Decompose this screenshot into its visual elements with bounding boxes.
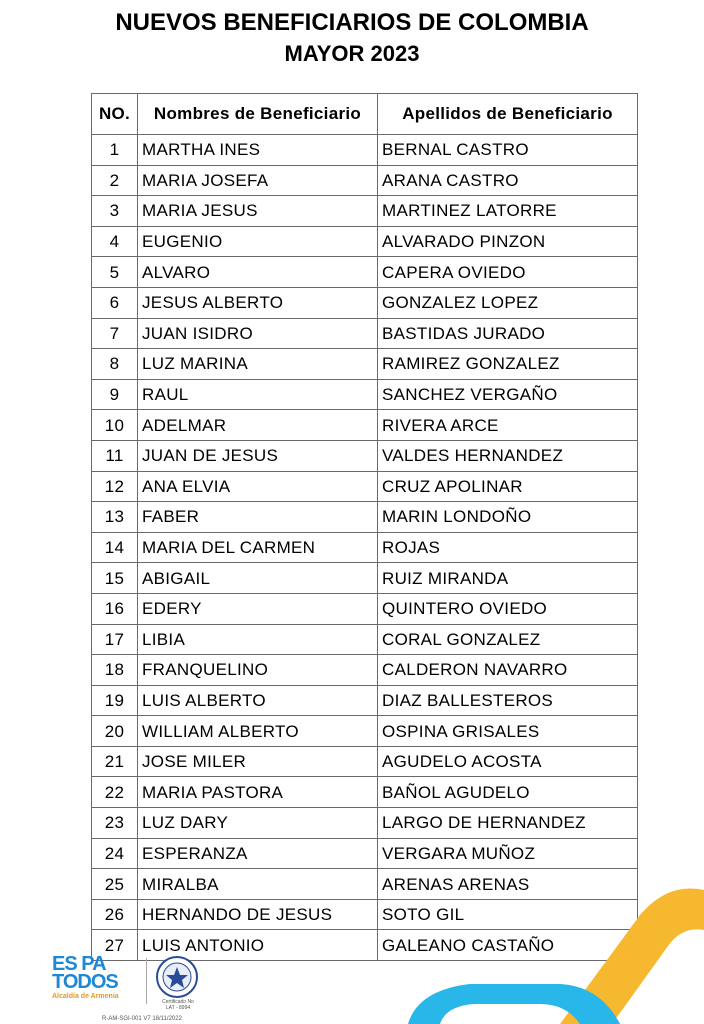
row-number: 2 — [92, 165, 138, 196]
beneficiary-names: FABER — [138, 502, 378, 533]
row-number: 4 — [92, 226, 138, 257]
row-number: 16 — [92, 593, 138, 624]
document-code: R-AM-SGI-001 V7 18/11/2022 — [102, 1016, 182, 1022]
row-number: 19 — [92, 685, 138, 716]
row-number: 26 — [92, 899, 138, 930]
beneficiary-names: RAUL — [138, 379, 378, 410]
logo-divider — [146, 958, 147, 1004]
row-number: 3 — [92, 196, 138, 227]
beneficiary-surnames: GONZALEZ LOPEZ — [378, 287, 638, 318]
beneficiary-surnames: VERGARA MUÑOZ — [378, 838, 638, 869]
row-number: 10 — [92, 410, 138, 441]
espa-todos-logo: ES PA TODOS Alcaldía de Armenia — [52, 953, 119, 1000]
beneficiary-names: HERNANDO DE JESUS — [138, 899, 378, 930]
beneficiary-surnames: AGUDELO ACOSTA — [378, 746, 638, 777]
certification-seal-icon — [154, 955, 200, 1001]
beneficiary-surnames: SOTO GIL — [378, 899, 638, 930]
beneficiary-surnames: QUINTERO OVIEDO — [378, 593, 638, 624]
page-title: NUEVOS BENEFICIARIOS DE COLOMBIA — [115, 9, 589, 36]
row-number: 1 — [92, 135, 138, 166]
row-number: 6 — [92, 287, 138, 318]
row-number: 24 — [92, 838, 138, 869]
row-number: 15 — [92, 563, 138, 594]
row-number: 11 — [92, 440, 138, 471]
row-number: 7 — [92, 318, 138, 349]
beneficiary-names: JUAN ISIDRO — [138, 318, 378, 349]
beneficiary-names: MARIA JOSEFA — [138, 165, 378, 196]
beneficiary-surnames: LARGO DE HERNANDEZ — [378, 808, 638, 839]
beneficiary-names: LIBIA — [138, 624, 378, 655]
beneficiary-names: MARTHA INES — [138, 135, 378, 166]
row-number: 27 — [92, 930, 138, 961]
beneficiary-surnames: VALDES HERNANDEZ — [378, 440, 638, 471]
beneficiary-surnames: RUIZ MIRANDA — [378, 563, 638, 594]
row-number: 17 — [92, 624, 138, 655]
beneficiary-names: LUIS ALBERTO — [138, 685, 378, 716]
beneficiary-surnames: CALDERON NAVARRO — [378, 655, 638, 686]
column-header-number: NO. — [92, 94, 138, 135]
beneficiary-names: JUAN DE JESUS — [138, 440, 378, 471]
row-number: 21 — [92, 746, 138, 777]
beneficiary-names: ADELMAR — [138, 410, 378, 441]
beneficiary-surnames: CRUZ APOLINAR — [378, 471, 638, 502]
row-number: 9 — [92, 379, 138, 410]
beneficiary-names: LUZ MARINA — [138, 349, 378, 380]
seal-caption: Certificado No LAT - 8994 — [162, 999, 194, 1011]
beneficiary-surnames: ROJAS — [378, 532, 638, 563]
beneficiary-surnames: RAMIREZ GONZALEZ — [378, 349, 638, 380]
column-header-surnames: Apellidos de Beneficiario — [378, 94, 638, 135]
beneficiary-names: JESUS ALBERTO — [138, 287, 378, 318]
beneficiary-surnames: RIVERA ARCE — [378, 410, 638, 441]
beneficiary-names: ABIGAIL — [138, 563, 378, 594]
column-header-names: Nombres de Beneficiario — [138, 94, 378, 135]
beneficiary-surnames: MARTINEZ LATORRE — [378, 196, 638, 227]
row-number: 23 — [92, 808, 138, 839]
beneficiary-names: LUZ DARY — [138, 808, 378, 839]
beneficiary-surnames: ARANA CASTRO — [378, 165, 638, 196]
beneficiary-surnames: MARIN LONDOÑO — [378, 502, 638, 533]
row-number: 20 — [92, 716, 138, 747]
row-number: 8 — [92, 349, 138, 380]
beneficiary-surnames: DIAZ BALLESTEROS — [378, 685, 638, 716]
beneficiary-surnames: BERNAL CASTRO — [378, 135, 638, 166]
beneficiary-surnames: GALEANO CASTAÑO — [378, 930, 638, 961]
beneficiary-names: EDERY — [138, 593, 378, 624]
beneficiary-surnames: ALVARADO PINZON — [378, 226, 638, 257]
beneficiary-names: EUGENIO — [138, 226, 378, 257]
beneficiary-names: JOSE MILER — [138, 746, 378, 777]
beneficiary-names: MARIA DEL CARMEN — [138, 532, 378, 563]
beneficiary-names: FRANQUELINO — [138, 655, 378, 686]
beneficiary-surnames: BAÑOL AGUDELO — [378, 777, 638, 808]
beneficiary-surnames: CORAL GONZALEZ — [378, 624, 638, 655]
page-subtitle: MAYOR 2023 — [284, 41, 420, 66]
beneficiary-surnames: BASTIDAS JURADO — [378, 318, 638, 349]
beneficiary-names: LUIS ANTONIO — [138, 930, 378, 961]
beneficiary-surnames: CAPERA OVIEDO — [378, 257, 638, 288]
beneficiary-names: MARIA JESUS — [138, 196, 378, 227]
beneficiary-surnames: ARENAS ARENAS — [378, 869, 638, 900]
beneficiary-names: ALVARO — [138, 257, 378, 288]
row-number: 22 — [92, 777, 138, 808]
row-number: 25 — [92, 869, 138, 900]
beneficiary-names: MIRALBA — [138, 869, 378, 900]
row-number: 13 — [92, 502, 138, 533]
row-number: 12 — [92, 471, 138, 502]
beneficiary-names: ESPERANZA — [138, 838, 378, 869]
beneficiary-surnames: SANCHEZ VERGAÑO — [378, 379, 638, 410]
row-number: 5 — [92, 257, 138, 288]
row-number: 18 — [92, 655, 138, 686]
beneficiary-names: WILLIAM ALBERTO — [138, 716, 378, 747]
beneficiary-names: ANA ELVIA — [138, 471, 378, 502]
row-number: 14 — [92, 532, 138, 563]
beneficiary-surnames: OSPINA GRISALES — [378, 716, 638, 747]
beneficiary-names: MARIA PASTORA — [138, 777, 378, 808]
